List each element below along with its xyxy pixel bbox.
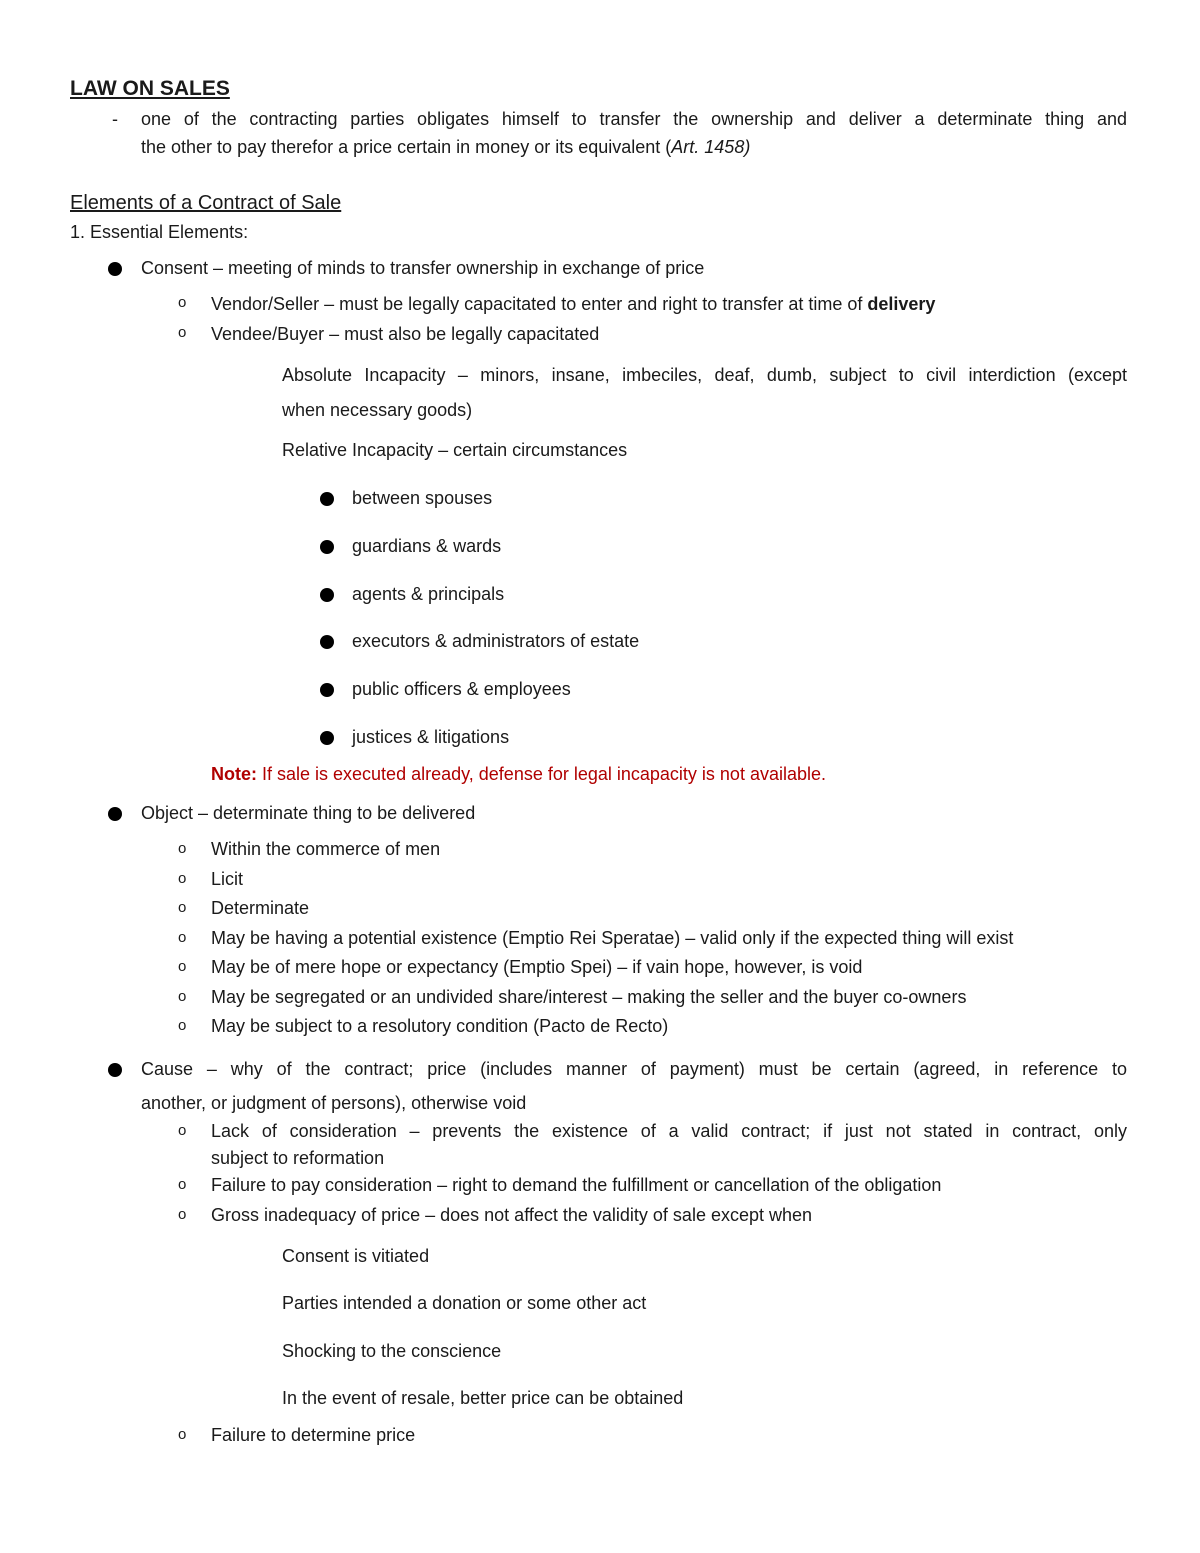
- definition-line-1: one of the contracting parties obligates himself to transfer the ownership and deliver a determinate thing and: [141, 109, 1127, 129]
- vendor-text: Vendor/Seller – must be legally capacitated to enter and right to transfer at time of: [211, 294, 868, 314]
- circle-bullet-icon: o: [178, 870, 187, 887]
- object-label: Object – determinate thing to be delivered: [141, 803, 476, 823]
- cause-line-2: another, or judgment of persons), otherwise void: [141, 1093, 527, 1113]
- circle-bullet-icon: o: [178, 1426, 187, 1443]
- note-label: Note:: [211, 764, 257, 784]
- lack-consideration-line-2: subject to reformation: [211, 1148, 385, 1168]
- object-item: May be segregated or an undivided share/interest – making the seller and the buyer co-owners: [211, 987, 967, 1007]
- definition-text: the other to pay therefor a price certain in money or its equivalent (: [141, 137, 672, 157]
- object-item: May be subject to a resolutory condition (Pacto de Recto): [211, 1016, 669, 1036]
- object-item: May be having a potential existence (Emptio Rei Speratae) – valid only if the expected thing will exist: [211, 928, 1014, 948]
- circle-bullet-icon: o: [178, 324, 187, 341]
- note-text: If sale is executed already, defense for legal incapacity is not available.: [257, 764, 826, 784]
- gross-item: Parties intended a donation or some other act: [282, 1293, 647, 1313]
- circle-bullet-icon: o: [178, 988, 187, 1005]
- consent-label: Consent – meeting of minds to transfer ownership in exchange of price: [141, 258, 705, 278]
- bullet-icon: [320, 731, 334, 745]
- bullet-icon: [320, 540, 334, 554]
- absolute-incapacity-line-1: Absolute Incapacity – minors, insane, imbeciles, deaf, dumb, subject to civil interdiction (except: [282, 365, 1127, 385]
- circle-bullet-icon: o: [178, 840, 187, 857]
- absolute-incapacity-line-2: when necessary goods): [282, 400, 473, 420]
- definition-line-2: [141, 135, 750, 159]
- object-item: May be of mere hope or expectancy (Emptio Spei) – if vain hope, however, is void: [211, 957, 863, 977]
- bullet-icon: [108, 262, 122, 276]
- object-item: Determinate: [211, 898, 310, 918]
- circle-bullet-icon: o: [178, 929, 187, 946]
- vendor-bold-text: delivery: [867, 294, 936, 314]
- relative-item: public officers & employees: [352, 679, 571, 699]
- vendor-line: [211, 292, 935, 316]
- gross-item: In the event of resale, better price can be obtained: [282, 1388, 684, 1408]
- failure-determine-line: Failure to determine price: [211, 1425, 416, 1445]
- circle-bullet-icon: o: [178, 958, 187, 975]
- section-title: Elements of a Contract of Sale: [70, 192, 342, 214]
- circle-bullet-icon: o: [178, 1017, 187, 1034]
- relative-item: justices & litigations: [352, 727, 510, 747]
- failure-pay-line: Failure to pay consideration – right to demand the fulfillment or cancellation of the obligation: [211, 1175, 942, 1195]
- relative-incapacity: Relative Incapacity – certain circumstances: [282, 440, 628, 460]
- dash-marker: -: [112, 109, 118, 129]
- relative-item: between spouses: [352, 488, 493, 508]
- gross-item: Consent is vitiated: [282, 1246, 430, 1266]
- circle-bullet-icon: o: [178, 899, 187, 916]
- circle-bullet-icon: o: [178, 1122, 187, 1139]
- circle-bullet-icon: o: [178, 294, 187, 311]
- article-reference: Art. 1458): [671, 137, 751, 157]
- bullet-icon: [108, 807, 122, 821]
- gross-inadequacy-line: Gross inadequacy of price – does not affect the validity of sale except when: [211, 1205, 813, 1225]
- bullet-icon: [320, 588, 334, 602]
- relative-item: guardians & wards: [352, 536, 502, 556]
- bullet-icon: [320, 492, 334, 506]
- note-line: [211, 762, 826, 786]
- object-item: Within the commerce of men: [211, 839, 441, 859]
- circle-bullet-icon: o: [178, 1206, 187, 1223]
- lack-consideration-line-1: Lack of consideration – prevents the existence of a valid contract; if just not stated in contract, only: [211, 1121, 1127, 1141]
- essential-elements-heading: 1. Essential Elements:: [70, 222, 249, 242]
- circle-bullet-icon: o: [178, 1176, 187, 1193]
- relative-item: executors & administrators of estate: [352, 631, 640, 651]
- document-title: LAW ON SALES: [70, 77, 230, 100]
- object-item: Licit: [211, 869, 244, 889]
- cause-line-1: Cause – why of the contract; price (includes manner of payment) must be certain (agreed, in reference to: [141, 1059, 1127, 1079]
- bullet-icon: [108, 1063, 122, 1077]
- relative-item: agents & principals: [352, 584, 505, 604]
- bullet-icon: [320, 635, 334, 649]
- vendee-line: Vendee/Buyer – must also be legally capacitated: [211, 324, 600, 344]
- bullet-icon: [320, 683, 334, 697]
- gross-item: Shocking to the conscience: [282, 1341, 502, 1361]
